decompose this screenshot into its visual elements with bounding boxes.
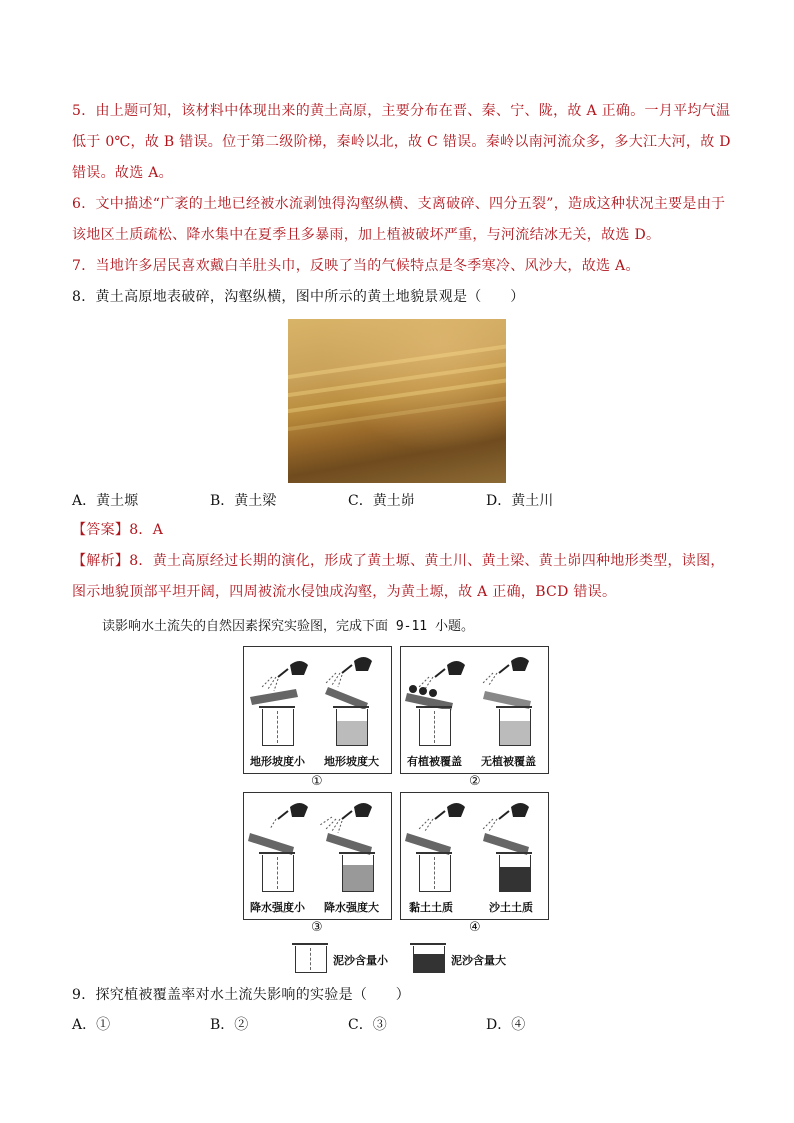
panel-3-number: ③ [311,920,323,935]
panel-1-number: ① [311,774,323,789]
option-a: A．① [72,1017,111,1033]
question-9-options [72,1011,732,1039]
option-b: B．黄土梁 [210,493,277,509]
panel-1 [243,646,392,774]
panel-2-number: ② [469,774,481,789]
panel-3 [243,792,392,920]
panel-3-right-label: 降水强度大 [324,901,379,914]
panel-1-left-label: 地形坡度小 [250,755,305,768]
legend-beaker-high [413,946,445,973]
option-a: A．黄土塬 [72,493,139,509]
question-9-stem: 9．探究植被覆盖率对水土流失影响的实验是（ ） [72,987,411,1003]
panel-1-right-label: 地形坡度大 [324,755,379,768]
answer-8 [72,515,732,546]
experiment-figure [243,646,553,976]
experiment-intro: 读影响水土流失的自然因素探究实验图，完成下面 9-11 小题。 [102,619,474,634]
panel-4-number: ④ [469,920,481,935]
panel-4 [400,792,549,920]
panel-4-left-label: 黏土土质 [409,901,453,914]
legend-beaker-low [295,946,327,973]
legend-high-label: 泥沙含量大 [451,954,506,967]
answer-value: 8．A [129,522,164,538]
option-d: D．④ [486,1017,526,1033]
analysis-text: 8．黄土高原经过长期的演化，形成了黄土塬、黄土川、黄土梁、黄土峁四种地形类型，读图，图示地貌顶部平坦开阔，四周被流水侵蚀成沟壑，为黄土塬，故 A 正确，BCD 错误。 [72,553,725,600]
analysis-tag: 【解析】 [72,553,130,569]
panel-3-left-label: 降水强度小 [250,901,305,914]
option-c: C．③ [348,1017,387,1033]
analysis-6: 6．文中描述“广袤的土地已经被水流剥蚀得沟壑纵横、支离破碎、四分五裂”，造成这种状况主要是由于该地区土质疏松、降水集中在夏季且多暴雨，加上植被破坏严重，与河流结冰无关，故选 D。 [72,196,726,243]
panel-2 [400,646,549,774]
analysis-8 [72,546,732,608]
page-content [72,96,732,1039]
option-d: D．黄土川 [486,493,554,509]
loess-landscape-photo [288,319,506,483]
analysis-7: 7．当地许多居民喜欢戴白羊肚头巾，反映了当的气候特点是冬季寒冷、风沙大，故选 A。 [72,258,640,274]
option-c: C．黄土峁 [348,493,415,509]
analysis-5: 5．由上题可知，该材料中体现出来的黄土高原，主要分布在晋、秦、宁、陇，故 A 正确。一月平均气温低于 0℃，故 B 错误。位于第二级阶梯，秦岭以北，故 C 错误。秦岭以南河流众多，多大江大河，故 D 错误。故选 A。 [72,103,731,181]
option-b: B．② [210,1017,249,1033]
legend-low-label: 泥沙含量小 [333,954,388,967]
panel-2-right-label: 无植被覆盖 [481,755,536,768]
panel-4-right-label: 沙土土质 [489,901,533,914]
question-8-stem: 8．黄土高原地表破碎，沟壑纵横，图中所示的黄土地貌景观是（ ） [72,289,525,305]
question-8-options [72,487,732,515]
panel-2-left-label: 有植被覆盖 [407,755,462,768]
answer-tag: 【答案】 [72,522,130,538]
